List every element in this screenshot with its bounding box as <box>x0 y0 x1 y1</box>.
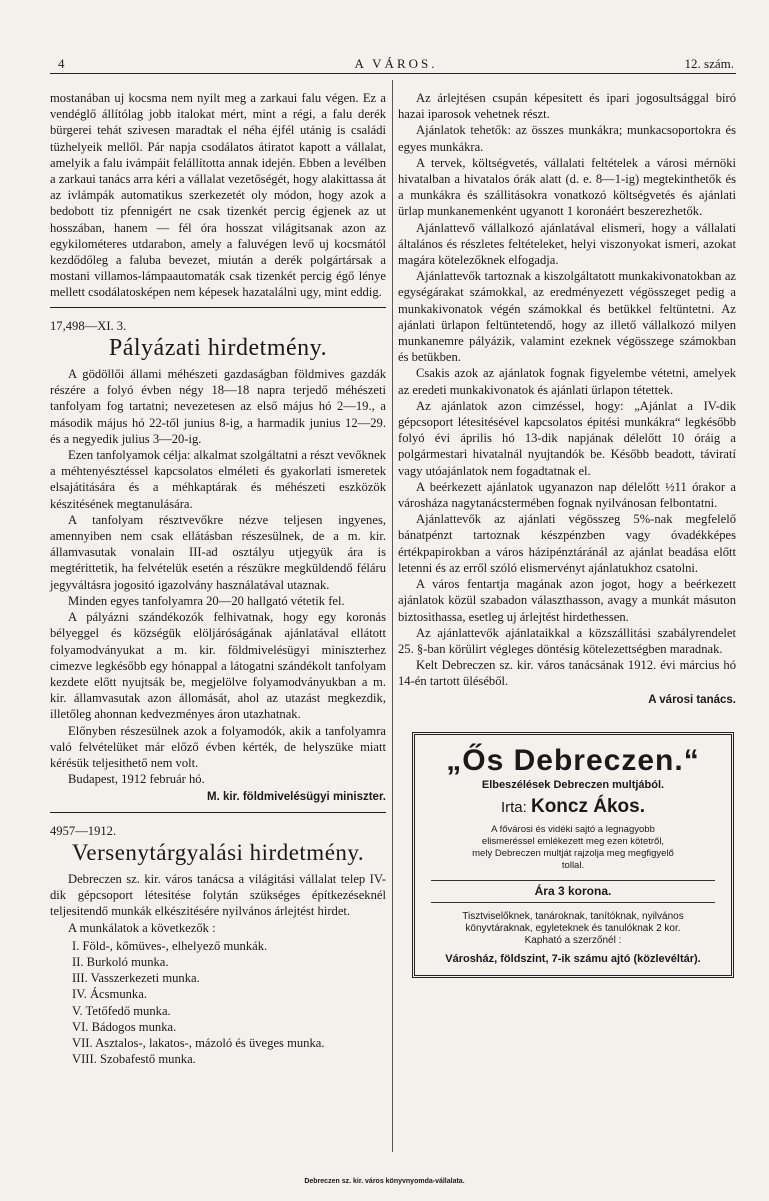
notice2-paragraph: Az árlejtésen csupán képesitett és ipari jogosultsággal biró hazai iparosok vehetnek részt. <box>398 91 736 122</box>
notice2-paragraph: Ajánlattevők tartoznak a kiszolgáltatott munkakivonatokban az egységárakat számokkal, az eredményezett végösszeget pedig a munkakivonatok végén számokkal és betükkel feltüntetni. Az ajánlati ürlapon feltüntetendő, hogy az illető vállalkozó milyen munkanemre pályázik, valamint ezeknek végösszege számokban és betükben. <box>398 269 736 365</box>
column-divider <box>392 80 393 1152</box>
section-rule <box>50 812 386 813</box>
ad-availability: Kapható a szerzőnél : <box>524 934 622 946</box>
notice1-paragraph: Ezen tanfolyamok célja: alkalmat szolgáltatni a részt vevőknek a méhtenyésztéssel kapcsolatos elméleti és gyakorlati ismeretek elsajátitására és a méhkaptárak és méhészeti eszközök készitésének megtanulására. <box>50 448 386 511</box>
list-item: VII. Asztalos-, lakatos-, mázoló és üveges munka. <box>72 1035 325 1050</box>
notice2-list-intro: A munkálatok a következők : <box>68 920 216 935</box>
left-column <box>50 90 386 1067</box>
list-item: V. Tetőfedő munka. <box>72 1003 171 1018</box>
list-item: VI. Bádogos munka. <box>72 1019 177 1034</box>
ad-address: Városház, földszint, 7-ik számu ajtó (közlevéltár). <box>445 952 701 965</box>
ad-title: „Ős Debreczen.“ <box>446 743 700 777</box>
notice1-title: Pályázati hirdetmény. <box>108 334 328 361</box>
work-list <box>72 938 386 1068</box>
notice2-title: Versenytárgyalási hirdetmény. <box>71 839 365 865</box>
notice2-paragraph: Kelt Debreczen sz. kir. város tanácsának 1912. évi március hó 14-én tartott üléséből. <box>398 658 736 689</box>
book-advertisement <box>412 732 734 978</box>
notice1-paragraph: A pályázni szándékozók felhivatnak, hogy egy koronás bélyeggel és községük elöljáróságának ajánlatával ellátott folyamodványukat a m. kir. földmivelésügyi miniszterhez cimezve legkésőbb egy hónappal a látogatni szándékolt tanfolyam kezdete előtt nyujtsák be, megjelölve folyamodványukban a m. kir. államvasutak azon állomását, ahol az utazást megkezdik, illetőleg ahonnan kedvezményes áron utazhatnak. <box>50 610 386 722</box>
ad-author-name: Koncz Ákos. <box>530 796 646 818</box>
notice2-paragraph: Az ajánlatok azon cimzéssel, hogy: „Ajánlat a IV-dik gépcsoport létesitésével kapcsolatos épitési munkákra“ legkésőbb folyó évi április hó 13-dik napjának délelőtt 10 óráig a polgármestari hivatalnál nyujtandók be. Később beadott, táviratí vagy utóajánlatok nem fogadtatnak el. <box>398 398 736 478</box>
notice2-paragraph: Csakis azok az ajánlatok fognak figyelembe vétetni, amelyek az eredeti munkakivonatok és ajánlati ürlapon tétettek. <box>398 366 736 397</box>
ad-author-prefix: Irta: <box>500 799 527 817</box>
notice2-reference: 4957—1912. <box>50 823 117 838</box>
notice2-paragraph: Ajánlatok tehetők: az összes munkákra; munkacsoportokra és egyes munkákra. <box>398 123 736 154</box>
notice2-signature: A városi tanács. <box>648 693 736 706</box>
notice1-paragraph: A tanfolyam résztvevőkre nézve teljesen ingyenes, amennyiben nem csak ellátásban részesülnek, de a m. kir. államvasutak vonalain III-ad osztályu utjegyük ára is megtérittetik, ha felvételük esetén a részükre megküldendő féláru jegyváltásra jogositó igazolvány használatával utaznak. <box>50 512 386 592</box>
notice2-paragraph: Ajánlattevő vállalkozó ajánlatával elismeri, hogy a vállalati általános és részletes feltételeket, helyi viszonyokat ismeri, azokat magára kötelezőknek elfogadja. <box>398 220 736 268</box>
notice2-paragraph: Az ajánlattevők ajánlataikkal a közszállitási szabályrendelet 25. §-ban körülirt végleges döntésig kötelezettségben maradnak. <box>398 625 736 656</box>
list-item: IV. Ácsmunka. <box>72 987 147 1002</box>
notice2-paragraph: Debreczen sz. kir. város tanácsa a világitási vállalat telep IV-dik gépcsoport létesitése folytán szükséges építkezéseknél teljesitendő munkák elkészitésére nyilvános árlejtést hirdet. <box>50 871 386 919</box>
page-number: 4 <box>58 56 65 71</box>
notice1-place-date: Budapest, 1912 február hó. <box>68 772 205 787</box>
page-header <box>58 56 734 74</box>
right-column <box>398 90 736 978</box>
list-item: III. Vasszerkezeti munka. <box>72 971 200 986</box>
notice2-paragraph: A város fentartja magának azon jogot, hogy a beérkezett ajánlatok közül szabadon választhasson, avagy a munkát másuton biztosithassa, esetleg uj árlejtést hirdethessen. <box>398 577 736 624</box>
notice2-paragraph: Ajánlattevők az ajánlati végösszeg 5%-nak megfelelő bánatpénzt tartoznak készpénzben vagy óvadékképes értékpapirokban a város házipénztáránál az ajánlat beadása előtt letenni és az erről szóló elismervényt ajánlatukhoz csatolni. <box>398 512 736 575</box>
list-item: II. Burkoló munka. <box>72 954 169 969</box>
continued-article: mostanában uj kocsma nem nyilt meg a zarkaui falu végen. Ez a vendéglő állítólag jobb italokat mért, mint a régi, a falu derék bürgerei tehát szivesen maradtak el néha éjfél utánig is családi tüzhelyeik mellől. Pár napja csodálatos átiratot kapott a vállalat, amelyik a falu ivámpáit felállította annak idején. Ebben a levélben a zarkaui tanács arra kéri a vállalat vezetőségét, hogy alakittassa át az ivlámpák automatikus szerkezetét oly módon, hogy azok a bedobott tiz pfennigért ne csak tizenkét percig égjenek az ut hosszában, hanem — fél óra hosszat világitsanak azon az egykilométeres utdarabon, amely a faluvégen levő uj kocsmától kezdődőleg a faluba bevezet, miután a derék polgártársak a mostani villamos-lámpaautomaták csak tizenkét percig égő lénye mellett csodálatosképen nem képesek hazatalálni ugy, mint eddig. <box>50 91 387 300</box>
section-rule <box>50 307 386 308</box>
list-item: I. Föld-, kőmüves-, elhelyező munkák. <box>72 938 268 953</box>
notice1-signature: M. kir. földmivelésügyi miniszter. <box>207 791 386 804</box>
notice1-reference: 17,498—XI. 3. <box>50 318 127 333</box>
ad-author <box>431 796 715 818</box>
newspaper-title: A VÁROS. <box>354 56 438 71</box>
notice2-paragraph: A tervek, költségvetés, vállalati feltételek a városi mérnöki hivatalban a hivatalos órák alatt (d. e. 8—1-ig) megtekinthetők és a munkákra és szállitásokra vonatkozó költségvetés és ajánlati ürlap munkanemenként ugyanott 1 koronáért beszerezhetők. <box>398 155 736 219</box>
notice1-paragraph: Előnyben részesülnek azok a folyamodók, akik a tanfolyamra való felvételüket már előző évben kérték, de helyszüke miatt kérésük teljesithető nem volt. <box>50 723 386 770</box>
ad-description: A fővárosi és vidéki sajtó a legnagyobb elismeréssel emlékezett meg ezen kötetről, mely Debreczen multját rajzolja meg megfigyelő tollal. <box>472 824 674 872</box>
ad-subtitle: Elbeszélések Debreczen multjából. <box>481 778 665 791</box>
notice1-paragraph: Minden egyes tanfolyamra 20—20 hallgató vétetik fel. <box>68 593 345 608</box>
issue-number: 12. szám. <box>684 56 734 71</box>
printer-imprint: Debreczen sz. kir. város könyvnyomda-vállalata. <box>304 1178 465 1185</box>
header-rule <box>50 73 736 74</box>
notice1-paragraph: A gödöllői állami méhészeti gazdaságban földmives gazdák részére a folyó évben négy 18—18 napra terjedő méhészeti tanfolyam fog tartatni; nevezetesen az első május hó 2—19., a második május hó 22-től junius 8-ig, a harmadik junius 12—29. és a negyedik julius 3—20-ig. <box>50 367 386 446</box>
notice2-paragraph: A beérkezett ajánlatok ugyanazon nap délelőtt ½11 órakor a városháza nagytanácstermében fognak nyilvánosan felbontatni. <box>398 479 736 511</box>
ad-price: Ára 3 korona. <box>431 880 715 902</box>
ad-discount: Tisztviselőknek, tanároknak, tanítóknak, nyilvános könyvtáraknak, egyleteknek és tanulóknak 2 kor. <box>462 910 684 934</box>
list-item: VIII. Szobafestő munka. <box>72 1052 196 1067</box>
